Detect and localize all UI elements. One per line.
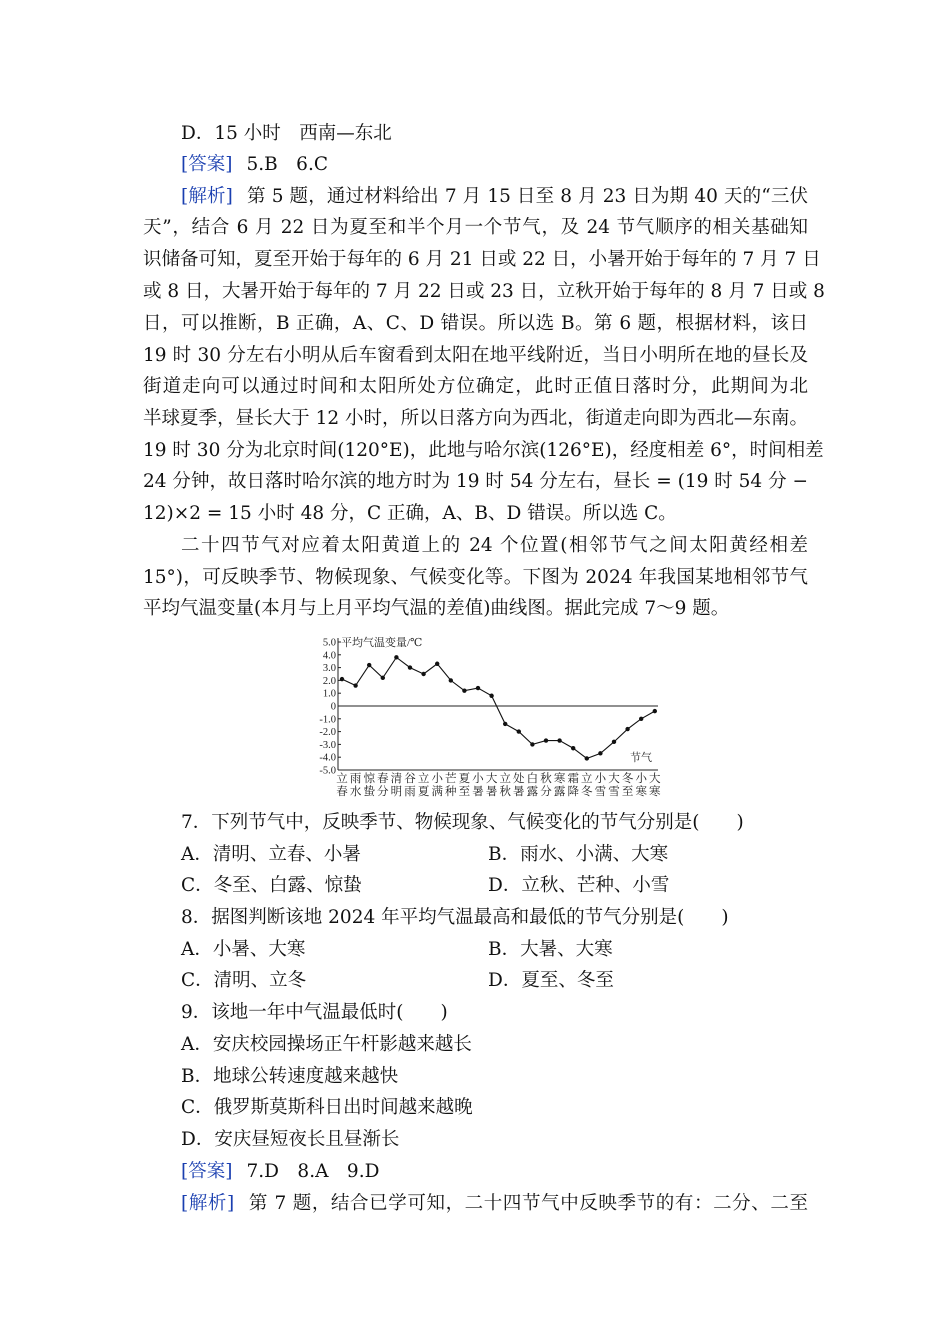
q8-option-b[interactable]: B．大暑、大寒 xyxy=(488,939,613,960)
y-tick-label: -2.0 xyxy=(319,727,336,739)
x-tick-label: 立 xyxy=(417,773,430,785)
x-tick-label: 降 xyxy=(567,786,579,798)
data-point xyxy=(517,729,521,733)
x-tick-label: 寒 xyxy=(635,786,647,798)
data-point xyxy=(612,740,616,744)
x-tick-label: 秋 xyxy=(540,773,552,785)
x-tick-label: 小 xyxy=(472,773,484,785)
x-tick-label: 春 xyxy=(336,786,348,798)
x-tick-label: 立 xyxy=(499,773,511,785)
y-tick-label: -4.0 xyxy=(319,752,336,764)
q8-option-a[interactable]: A．小暑、大寒 xyxy=(181,939,306,960)
answer-5-6 xyxy=(181,150,846,180)
x-tick-label: 芒 xyxy=(445,773,457,785)
data-point xyxy=(585,756,589,760)
data-point xyxy=(598,751,602,755)
x-tick-label: 春 xyxy=(377,773,389,785)
y-tick-label: -3.0 xyxy=(319,739,336,751)
x-axis-label: 节气 xyxy=(630,752,652,764)
x-tick-label: 蛰 xyxy=(363,786,375,798)
q9-option-a[interactable]: A．安庆校园操场正午杆影越来越长 xyxy=(181,1034,472,1055)
q9-option-d[interactable]: D．安庆昼短夜长且昼渐长 xyxy=(181,1129,400,1150)
analysis-line: 天”，结合 6 月 22 日为夏至和半个月一个节气，及 24 节气顺序的相关基础知 xyxy=(143,217,808,238)
data-point xyxy=(653,709,657,713)
x-tick-label: 暑 xyxy=(472,786,484,798)
q7-option-b[interactable]: B．雨水、小满、大寒 xyxy=(488,844,669,865)
analysis-line: 19 时 30 分为北京时间(120°E)，此地与哈尔滨(126°E)，经度相差 6°，时间相差 xyxy=(143,440,824,461)
x-tick-label: 水 xyxy=(349,786,362,798)
analysis-line: 24 分钟，故日落时哈尔滨的地方时为 19 时 54 分左右，昼长 = (19 时 54 分 − xyxy=(143,471,808,492)
x-tick-label: 雨 xyxy=(349,773,362,785)
analysis-tag: [解析] xyxy=(181,186,233,207)
analysis-line: 街道走向可以通过时间和太阳所处方位确定，此时正值日落时分，此期间为北 xyxy=(143,376,808,397)
q9-stem: 9．该地一年中气温最低时( ) xyxy=(181,1002,448,1023)
data-point xyxy=(530,742,534,746)
intro-line: 二十四节气对应着太阳黄道上的 24 个位置(相邻节气之间太阳黄经相差 xyxy=(181,535,808,556)
q7-option-c[interactable]: C．冬至、白露、惊蛰 xyxy=(181,875,362,896)
analysis-line: 识储备可知，夏至开始于每年的 6 月 21 日或 22 日，小暑开始于每年的 7 月 7 日 xyxy=(143,249,821,270)
q9-option-b[interactable]: B．地球公转速度越来越快 xyxy=(181,1066,399,1087)
y-tick-label: 3.0 xyxy=(322,663,336,675)
data-point xyxy=(340,677,344,681)
x-tick-label: 谷 xyxy=(404,773,416,785)
data-point xyxy=(557,738,561,742)
analysis-line: 19 时 30 分左右小明从后车窗看到太阳在地平线附近，当日小明所在地的昼长及 xyxy=(143,345,808,366)
x-tick-label: 寒 xyxy=(649,786,661,798)
x-tick-label: 雨 xyxy=(404,786,416,798)
answer-tag: [答案] xyxy=(181,1161,233,1182)
intro-line: 平均气温变量(本月与上月平均气温的差值)曲线图。据此完成 7～9 题。 xyxy=(143,598,730,619)
q7-option-a[interactable]: A．清明、立春、小暑 xyxy=(181,844,361,865)
data-point xyxy=(571,746,575,750)
answer-text: 5.B 6.C xyxy=(246,154,328,175)
intro-line: 15°)，可反映季节、物候现象、气候变化等。下图为 2024 年我国某地相邻节气 xyxy=(143,567,808,588)
y-axis-label: 平均气温变量/℃ xyxy=(341,637,423,649)
x-tick-label: 满 xyxy=(431,786,443,798)
x-tick-label: 明 xyxy=(390,786,403,798)
x-tick-label: 分 xyxy=(540,786,552,798)
x-tick-label: 清 xyxy=(390,773,403,785)
y-tick-label: -1.0 xyxy=(319,714,336,726)
q7-stem: 7．下列节气中，反映季节、物候现象、气候变化的节气分别是( ) xyxy=(181,812,744,833)
x-tick-label: 冬 xyxy=(581,786,593,798)
x-tick-label: 夏 xyxy=(458,773,471,785)
data-point xyxy=(449,678,453,682)
x-tick-label: 白 xyxy=(526,773,539,785)
q8-option-c[interactable]: C．清明、立冬 xyxy=(181,970,307,991)
x-tick-label: 暑 xyxy=(485,786,498,798)
x-tick-label: 小 xyxy=(635,773,647,785)
analysis-line: [解析] 第 7 题，结合已学可知，二十四节气中反映季节的有：二分、二至 xyxy=(181,1193,808,1214)
temperature-change-chart xyxy=(300,630,670,800)
analysis-line: 或 8 日，大暑开始于每年的 7 月 22 日或 23 日，立秋开始于每年的 8 月 7 日或 8 xyxy=(143,281,825,302)
data-point xyxy=(381,676,385,680)
y-tick-label: 2.0 xyxy=(322,675,336,687)
analysis-line: 12)×2 = 15 小时 48 分，C 正确，A、B、D 错误。所以选 C。 xyxy=(143,503,677,524)
analysis-line: 半球夏季，昼长大于 12 小时，所以日落方向为西北，街道走向即为西北—东南。 xyxy=(143,408,808,429)
x-tick-label: 冬 xyxy=(621,773,634,785)
data-point xyxy=(544,738,548,742)
x-tick-label: 露 xyxy=(526,786,539,798)
x-tick-label: 立 xyxy=(581,773,593,785)
x-tick-label: 露 xyxy=(553,786,566,798)
x-tick-label: 种 xyxy=(445,786,457,798)
x-tick-label: 处 xyxy=(513,773,525,785)
x-tick-label: 小 xyxy=(431,773,443,785)
x-tick-label: 霜 xyxy=(567,773,579,785)
q8-option-d[interactable]: D．夏至、冬至 xyxy=(488,970,614,991)
x-tick-label: 小 xyxy=(594,773,607,785)
data-point xyxy=(476,686,480,690)
data-point xyxy=(462,688,466,692)
answer-7-9 xyxy=(181,1157,846,1187)
y-tick-label: 5.0 xyxy=(322,637,336,649)
y-tick-label: 0 xyxy=(330,701,336,713)
q7-option-d[interactable]: D．立秋、芒种、小雪 xyxy=(488,875,670,896)
data-point xyxy=(394,655,398,659)
x-tick-label: 惊 xyxy=(363,773,375,785)
data-point xyxy=(503,722,507,726)
x-tick-label: 大 xyxy=(608,773,620,785)
x-tick-label: 寒 xyxy=(553,773,566,785)
x-tick-label: 秋 xyxy=(499,786,511,798)
q8-stem: 8．据图判断该地 2024 年平均气温最高和最低的节气分别是( ) xyxy=(181,907,729,928)
x-tick-label: 大 xyxy=(649,773,661,785)
analysis-line: [解析] 第 5 题，通过材料给出 7 月 15 日至 8 月 23 日为期 40 天的“三伏 xyxy=(181,186,808,207)
y-tick-label: 1.0 xyxy=(322,688,336,700)
data-point xyxy=(435,662,439,666)
x-tick-label: 雪 xyxy=(608,786,620,798)
analysis-line: 日，可以推断，B 正确，A、C、D 错误。所以选 B。第 6 题，根据材料，该日 xyxy=(143,313,808,334)
x-tick-label: 至 xyxy=(458,786,471,798)
prev-option-d: D．15 小时 西南—东北 xyxy=(181,123,392,144)
x-tick-label: 夏 xyxy=(417,786,430,798)
y-tick-label: 4.0 xyxy=(322,650,336,662)
answer-text: 7.D 8.A 9.D xyxy=(246,1161,380,1182)
x-tick-label: 雪 xyxy=(594,786,607,798)
x-tick-label: 至 xyxy=(621,786,634,798)
data-point xyxy=(367,663,371,667)
q9-option-c[interactable]: C．俄罗斯莫斯科日出时间越来越晚 xyxy=(181,1097,473,1118)
data-point xyxy=(408,665,412,669)
data-point xyxy=(489,694,493,698)
answer-tag: [答案] xyxy=(181,154,233,175)
data-point xyxy=(639,717,643,721)
data-point xyxy=(421,672,425,676)
data-point xyxy=(353,683,357,687)
x-tick-label: 大 xyxy=(485,773,498,785)
data-point xyxy=(625,727,629,731)
y-tick-label: -5.0 xyxy=(319,765,336,777)
series-line xyxy=(342,657,655,758)
x-tick-label: 立 xyxy=(336,773,348,785)
analysis-tag: [解析] xyxy=(181,1193,235,1214)
x-tick-label: 分 xyxy=(377,786,389,798)
x-tick-label: 暑 xyxy=(513,786,525,798)
